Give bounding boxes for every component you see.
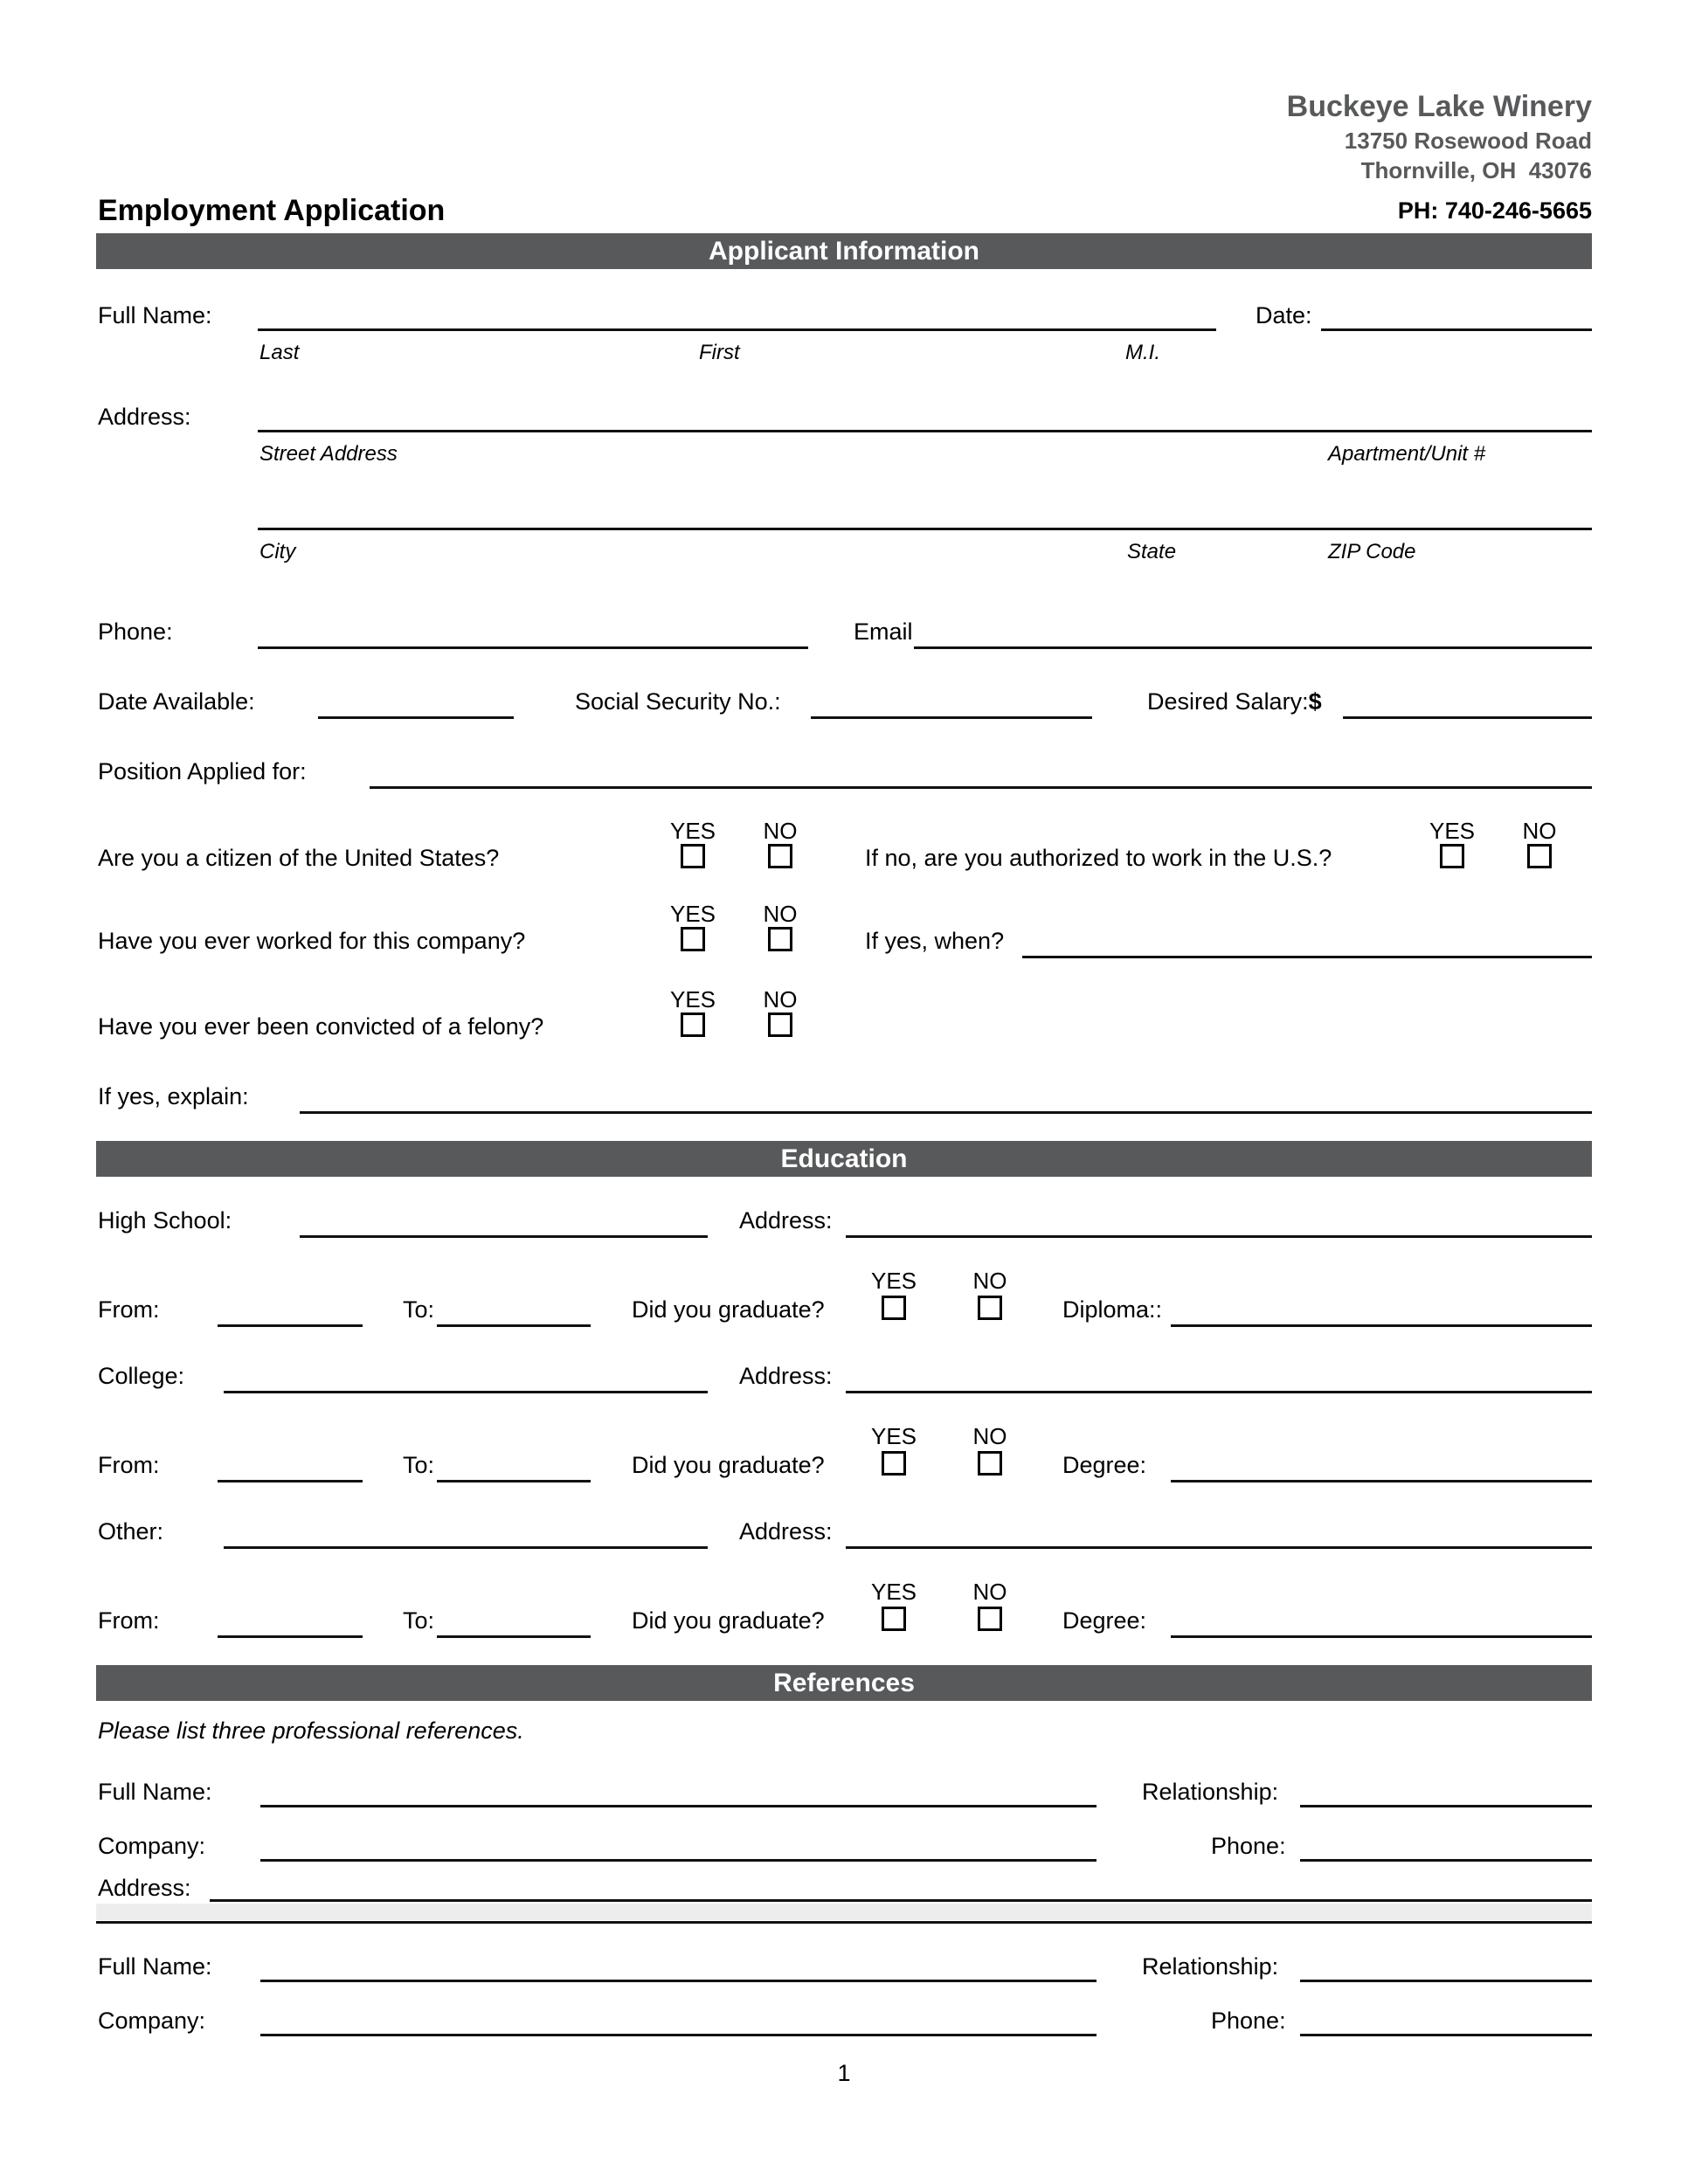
ref1-company-field[interactable] xyxy=(260,1859,1097,1862)
currency-symbol: $ xyxy=(1308,688,1322,715)
desired-salary-label: Desired Salary:$ xyxy=(1147,688,1322,715)
hs-diploma-field[interactable] xyxy=(1171,1324,1592,1327)
ref2-phone-field[interactable] xyxy=(1300,2034,1592,2036)
desired-salary-field[interactable] xyxy=(1343,716,1592,719)
felony-question: Have you ever been convicted of a felony? xyxy=(98,1013,544,1040)
ref2-phone-label: Phone: xyxy=(1211,2008,1286,2034)
hs-address-field[interactable] xyxy=(846,1235,1592,1238)
hs-grad-yes-header: YES xyxy=(870,1268,917,1294)
page-number: 1 xyxy=(837,2060,851,2086)
ssn-field[interactable] xyxy=(811,716,1092,719)
ssn-label: Social Security No.: xyxy=(575,688,781,715)
other-address-label: Address: xyxy=(739,1518,833,1545)
hs-address-label: Address: xyxy=(739,1207,833,1234)
other-from-field[interactable] xyxy=(218,1635,363,1638)
address-label: Address: xyxy=(98,404,191,430)
felony-yes-header: YES xyxy=(669,986,716,1013)
company-phone: PH: 740-246-5665 xyxy=(1397,197,1592,224)
other-to-label: To: xyxy=(403,1607,435,1634)
company-name: Buckeye Lake Winery xyxy=(1286,90,1592,123)
email-field[interactable] xyxy=(914,646,1592,649)
date-label: Date: xyxy=(1256,302,1312,328)
other-degree-label: Degree: xyxy=(1062,1607,1147,1634)
city-sublabel: City xyxy=(259,540,296,563)
authorized-yes-header: YES xyxy=(1429,818,1476,844)
section-bar-education: Education xyxy=(96,1141,1592,1177)
college-grad-yes-checkbox[interactable] xyxy=(882,1451,906,1476)
felony-no-header: NO xyxy=(763,986,798,1013)
other-grad-no-checkbox[interactable] xyxy=(978,1607,1002,1631)
other-degree-field[interactable] xyxy=(1171,1635,1592,1638)
ref1-address-field-line1[interactable] xyxy=(210,1899,1592,1902)
date-field[interactable] xyxy=(1321,328,1592,331)
citizen-no-header: NO xyxy=(763,818,798,844)
college-to-field[interactable] xyxy=(437,1480,591,1482)
high-school-field[interactable] xyxy=(300,1235,708,1238)
company-address-line1: 13750 Rosewood Road xyxy=(1344,128,1592,154)
zip-sublabel: ZIP Code xyxy=(1328,540,1416,563)
apartment-sublabel: Apartment/Unit # xyxy=(1328,442,1486,466)
email-label: Email xyxy=(854,619,913,645)
citizen-yes-header: YES xyxy=(669,818,716,844)
hs-to-field[interactable] xyxy=(437,1324,591,1327)
form-title: Employment Application xyxy=(98,194,446,227)
hs-from-field[interactable] xyxy=(218,1324,363,1327)
section-bar-applicant-information: Applicant Information xyxy=(96,233,1592,269)
ref2-company-field[interactable] xyxy=(260,2034,1097,2036)
ref1-relationship-label: Relationship: xyxy=(1142,1779,1279,1805)
college-to-label: To: xyxy=(403,1452,435,1478)
hs-to-label: To: xyxy=(403,1296,435,1323)
college-degree-field[interactable] xyxy=(1171,1480,1592,1482)
references-note: Please list three professional references. xyxy=(98,1717,524,1744)
when-question: If yes, when? xyxy=(865,928,1005,954)
authorized-question: If no, are you authorized to work in the U.S.? xyxy=(865,845,1332,871)
ref1-address-band xyxy=(96,1904,1592,1920)
company-address-line2: Thornville, OH 43076 xyxy=(1360,157,1592,183)
explain-field[interactable] xyxy=(300,1111,1592,1114)
position-field[interactable] xyxy=(370,786,1592,789)
citizen-no-checkbox[interactable] xyxy=(768,844,792,868)
hs-grad-no-header: NO xyxy=(972,1268,1007,1294)
other-address-field[interactable] xyxy=(846,1546,1592,1549)
city-state-zip-field[interactable] xyxy=(258,528,1592,530)
felony-yes-checkbox[interactable] xyxy=(681,1013,705,1037)
authorized-no-header: NO xyxy=(1522,818,1557,844)
ref2-relationship-label: Relationship: xyxy=(1142,1953,1279,1980)
ref1-address-label: Address: xyxy=(98,1875,191,1901)
citizen-yes-checkbox[interactable] xyxy=(681,844,705,868)
worked-yes-checkbox[interactable] xyxy=(681,927,705,951)
worked-yes-header: YES xyxy=(669,901,716,927)
last-name-sublabel: Last xyxy=(259,341,300,364)
full-name-label: Full Name: xyxy=(98,302,212,328)
other-grad-yes-header: YES xyxy=(870,1579,917,1605)
hs-graduate-label: Did you graduate? xyxy=(632,1296,825,1323)
college-label: College: xyxy=(98,1363,185,1389)
ref2-full-name-field[interactable] xyxy=(260,1980,1097,1982)
worked-no-header: NO xyxy=(763,901,798,927)
other-label: Other: xyxy=(98,1518,164,1545)
ref1-phone-label: Phone: xyxy=(1211,1833,1286,1859)
college-from-label: From: xyxy=(98,1452,160,1478)
full-name-field[interactable] xyxy=(258,328,1216,331)
college-grad-yes-header: YES xyxy=(870,1423,917,1449)
ref1-phone-field[interactable] xyxy=(1300,1859,1592,1862)
college-graduate-label: Did you graduate? xyxy=(632,1452,825,1478)
college-field[interactable] xyxy=(224,1391,708,1393)
other-grad-no-header: NO xyxy=(972,1579,1007,1605)
position-label: Position Applied for: xyxy=(98,758,307,784)
phone-field[interactable] xyxy=(258,646,808,649)
college-grad-no-header: NO xyxy=(972,1423,1007,1449)
other-grad-yes-checkbox[interactable] xyxy=(882,1607,906,1631)
other-field[interactable] xyxy=(224,1546,708,1549)
middle-initial-sublabel: M.I. xyxy=(1125,341,1160,364)
street-address-field[interactable] xyxy=(258,430,1592,432)
college-from-field[interactable] xyxy=(218,1480,363,1482)
phone-label: Phone: xyxy=(98,619,173,645)
worked-no-checkbox[interactable] xyxy=(768,927,792,951)
hs-from-label: From: xyxy=(98,1296,160,1323)
high-school-label: High School: xyxy=(98,1207,232,1234)
explain-label: If yes, explain: xyxy=(98,1083,249,1109)
college-grad-no-checkbox[interactable] xyxy=(978,1451,1002,1476)
other-to-field[interactable] xyxy=(437,1635,591,1638)
hs-grad-yes-checkbox[interactable] xyxy=(882,1296,906,1320)
ref1-full-name-field[interactable] xyxy=(260,1805,1097,1807)
date-available-field[interactable] xyxy=(318,716,514,719)
citizen-question: Are you a citizen of the United States? xyxy=(98,845,500,871)
hs-grad-no-checkbox[interactable] xyxy=(978,1296,1002,1320)
college-degree-label: Degree: xyxy=(1062,1452,1147,1478)
street-address-sublabel: Street Address xyxy=(259,442,398,466)
college-address-label: Address: xyxy=(739,1363,833,1389)
first-name-sublabel: First xyxy=(699,341,740,364)
section-bar-references: References xyxy=(96,1665,1592,1701)
state-sublabel: State xyxy=(1127,540,1177,563)
other-graduate-label: Did you graduate? xyxy=(632,1607,825,1634)
college-address-field[interactable] xyxy=(846,1391,1592,1393)
felony-no-checkbox[interactable] xyxy=(768,1013,792,1037)
ref1-full-name-label: Full Name: xyxy=(98,1779,212,1805)
when-field[interactable] xyxy=(1022,956,1592,958)
worked-question: Have you ever worked for this company? xyxy=(98,928,526,954)
hs-diploma-label: Diploma:: xyxy=(1062,1296,1163,1323)
date-available-label: Date Available: xyxy=(98,688,255,715)
ref2-relationship-field[interactable] xyxy=(1300,1980,1592,1982)
authorized-no-checkbox[interactable] xyxy=(1527,844,1552,868)
authorized-yes-checkbox[interactable] xyxy=(1440,844,1464,868)
other-from-label: From: xyxy=(98,1607,160,1634)
ref1-relationship-field[interactable] xyxy=(1300,1805,1592,1807)
ref1-company-label: Company: xyxy=(98,1833,206,1859)
ref2-full-name-label: Full Name: xyxy=(98,1953,212,1980)
ref2-company-label: Company: xyxy=(98,2008,206,2034)
ref1-address-field-line2[interactable] xyxy=(96,1921,1592,1924)
